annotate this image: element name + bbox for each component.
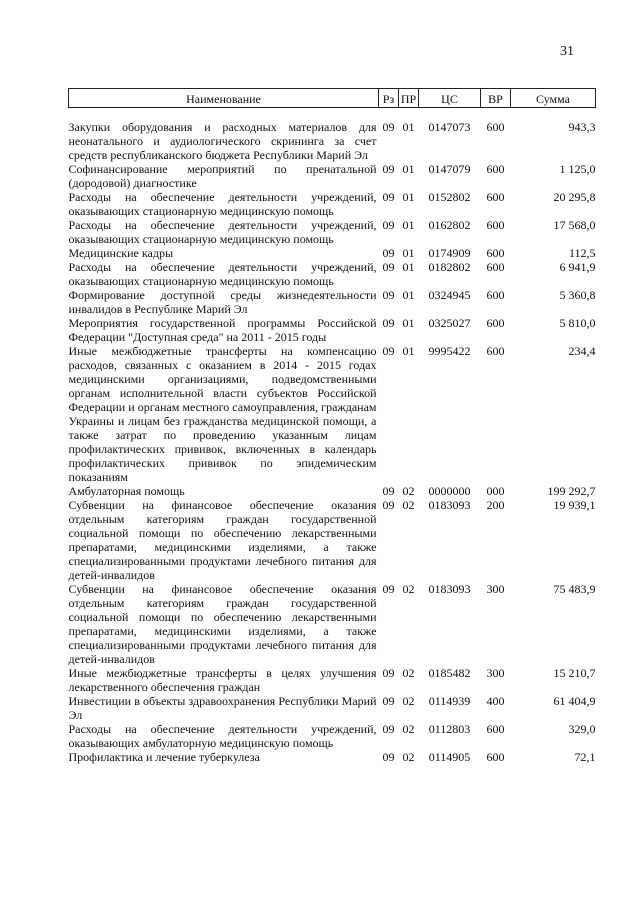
cell-cs: 0152802 [428,190,471,204]
cell-sum: 329,0 [568,722,596,736]
cell-name: Мероприятия государственной программы Российской Федерации "Доступная среда" на 2011 - 2015 годы [68,316,377,344]
cell-rz: 09 [382,316,395,330]
cell-name: Субвенции на финансовое обеспечение оказания отдельным категориям граждан государственной социальной помощи по обеспечению лекарственными препаратами, медицинскими изделиями, а также специализированными продуктами лечебного питания для детей-инвалидов [68,498,377,582]
cell-sum: 112,5 [568,246,596,260]
cell-name: Формирование доступной среды жизнедеятельности инвалидов в Республике Марий Эл [68,288,377,316]
cell-sum: 17 568,0 [553,218,596,232]
cell-pr: 02 [402,694,415,708]
table-header-row [69,89,596,108]
cell-rz: 09 [382,498,395,512]
cell-cs: 0147073 [428,120,471,134]
cell-pr: 02 [402,666,415,680]
cell-pr: 02 [402,582,415,596]
budget-table [68,88,596,764]
cell-vr: 600 [486,260,505,274]
cell-vr: 300 [486,582,505,596]
cell-sum: 1 125,0 [559,162,596,176]
cell-vr: 600 [486,344,505,358]
cell-name: Расходы на обеспечение деятельности учреждений, оказывающих стационарную медицинскую помощь [68,218,377,246]
cell-rz: 09 [382,162,395,176]
cell-cs: 0112803 [428,722,471,736]
cell-pr: 01 [402,260,415,274]
cell-cs: 0114939 [428,694,471,708]
cell-sum: 199 292,7 [547,484,596,498]
cell-sum: 20 295,8 [553,190,596,204]
cell-cs: 0147079 [428,162,471,176]
cell-sum: 72,1 [574,750,596,764]
header-name: Наименование [69,89,379,108]
table-row [69,498,596,582]
cell-pr: 01 [402,120,415,134]
cell-rz: 09 [382,694,395,708]
cell-pr: 02 [402,498,415,512]
header-vr: ВР [481,89,511,108]
page-number: 31 [560,44,574,59]
header-sum: Сумма [511,89,596,108]
cell-rz: 09 [382,260,395,274]
cell-name: Софинансирование мероприятий по пренатальной (дородовой) диагностике [68,162,377,190]
cell-rz: 09 [382,750,395,764]
cell-cs: 0182802 [428,260,471,274]
cell-cs: 9995422 [428,344,471,358]
cell-name: Расходы на обеспечение деятельности учреждений, оказывающих стационарную медицинскую помощь [68,190,377,218]
cell-pr: 02 [402,750,415,764]
cell-name: Амбулаторная помощь [68,484,185,498]
cell-pr: 01 [402,218,415,232]
cell-name: Закупки оборудования и расходных материалов для неонатального и аудиологического скрининга за счет средств республиканского бюджета Республики Марий Эл [68,120,377,162]
table-row [69,190,596,218]
cell-vr: 600 [486,190,505,204]
cell-rz: 09 [382,666,395,680]
table-row [69,722,596,750]
cell-rz: 09 [382,288,395,302]
cell-vr: 200 [486,498,505,512]
cell-cs: 0114905 [428,750,471,764]
cell-cs: 0185482 [428,666,471,680]
cell-rz: 09 [382,120,395,134]
cell-vr: 600 [486,722,505,736]
cell-rz: 09 [382,722,395,736]
cell-name: Иные межбюджетные трансферты на компенсацию расходов, связанных с оказанием в 2014 - 2015 годах медицинскими организациями, подведомственными органам исполнительной власти субъектов Российской Федерации и органам местного самоуправления, гражданам Украины и лицам без гражданства медицинской помощи, а также затрат по проведению указанным лицам профилактических прививок, включенных в календарь профилактических прививок по эпидемическим показаниям [68,344,377,484]
cell-name: Субвенции на финансовое обеспечение оказания отдельным категориям граждан государственной социальной помощи по обеспечению лекарственными препаратами, медицинскими изделиями, а также специализированными продуктами лечебного питания для детей-инвалидов [68,582,377,666]
cell-vr: 400 [486,694,505,708]
table-row [69,162,596,190]
cell-vr: 600 [486,246,505,260]
cell-cs: 0174909 [428,246,471,260]
cell-sum: 75 483,9 [553,582,596,596]
table-row [69,582,596,666]
table-row [69,246,596,260]
cell-pr: 01 [402,344,415,358]
cell-pr: 01 [402,316,415,330]
table-row [69,316,596,344]
cell-name: Иные межбюджетные трансферты в целях улучшения лекарственного обеспечения граждан [68,666,377,694]
cell-sum: 5 360,8 [559,288,596,302]
table-row [69,288,596,316]
cell-sum: 61 404,9 [553,694,596,708]
cell-cs: 0325027 [428,316,471,330]
cell-pr: 01 [402,190,415,204]
cell-sum: 15 210,7 [553,666,596,680]
header-rz: Рз [379,89,399,108]
cell-pr: 02 [402,484,415,498]
cell-vr: 600 [486,316,505,330]
cell-vr: 600 [486,218,505,232]
header-pr: ПР [399,89,419,108]
table-row [69,344,596,484]
cell-vr: 600 [486,120,505,134]
cell-sum: 6 941,9 [559,260,596,274]
cell-rz: 09 [382,484,395,498]
cell-vr: 600 [486,162,505,176]
cell-cs: 0183093 [428,582,471,596]
cell-sum: 5 810,0 [559,316,596,330]
cell-rz: 09 [382,246,395,260]
cell-name: Медицинские кадры [68,246,174,260]
cell-name: Расходы на обеспечение деятельности учреждений, оказывающих амбулаторную медицинскую помощь [68,722,377,750]
table-row [69,750,596,764]
cell-vr: 600 [486,288,505,302]
cell-sum: 234,4 [568,344,596,358]
cell-rz: 09 [382,582,395,596]
table-row [69,218,596,246]
cell-rz: 09 [382,218,395,232]
table-row [69,694,596,722]
cell-cs: 0324945 [428,288,471,302]
cell-name: Расходы на обеспечение деятельности учреждений, оказывающих стационарную медицинскую помощь [68,260,377,288]
table-row [69,666,596,694]
cell-cs: 0183093 [428,498,471,512]
cell-cs: 0162802 [428,218,471,232]
header-cs: ЦС [419,89,481,108]
cell-pr: 01 [402,246,415,260]
table-row [69,260,596,288]
cell-vr: 600 [486,750,505,764]
cell-rz: 09 [382,344,395,358]
cell-name: Инвестиции в объекты здравоохранения Республики Марий Эл [68,694,377,722]
cell-pr: 01 [402,162,415,176]
cell-sum: 943,3 [568,120,596,134]
cell-rz: 09 [382,190,395,204]
cell-pr: 02 [402,722,415,736]
cell-pr: 01 [402,288,415,302]
cell-cs: 0000000 [428,484,471,498]
table-row [69,484,596,498]
table-row [69,108,596,163]
cell-vr: 300 [486,666,505,680]
cell-sum: 19 939,1 [553,498,596,512]
cell-name: Профилактика и лечение туберкулеза [68,750,260,764]
cell-vr: 000 [486,484,505,498]
